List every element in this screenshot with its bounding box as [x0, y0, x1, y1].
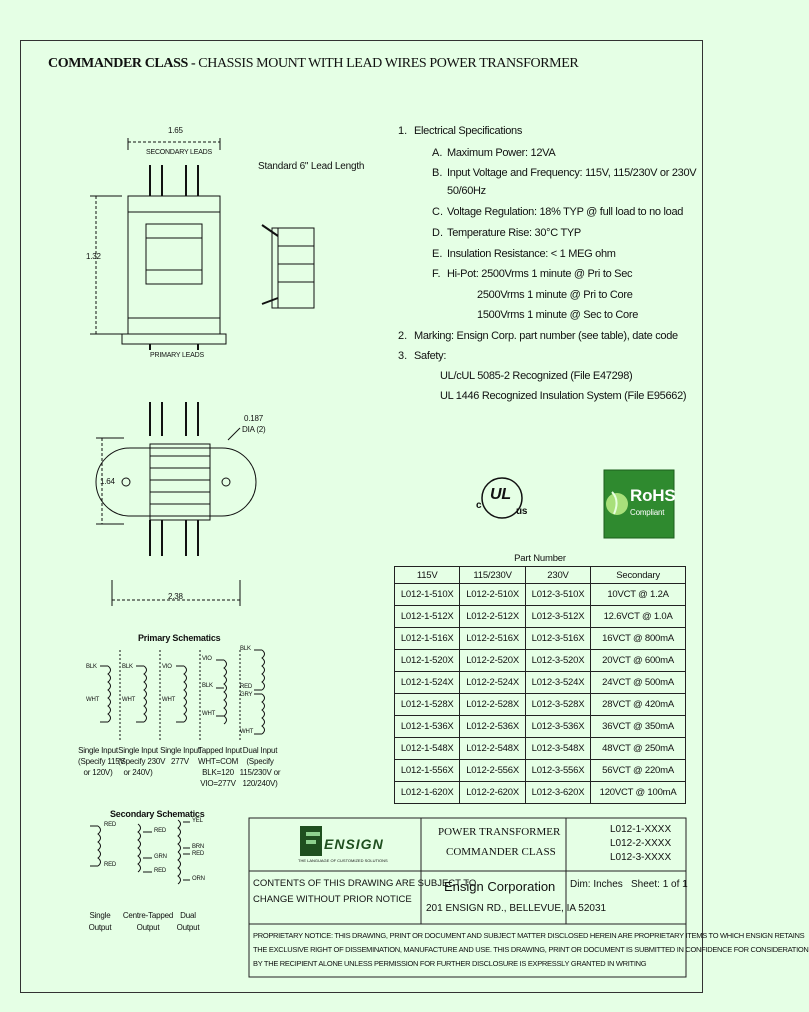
proprietary-notice-2: THE EXCLUSIVE RIGHT OF DISSEMINATION, MANUFACTURE AND USE. THIS DRAWING, PRINT OR DOCUMENT IS SUBMITTED IN CONFIDENCE FOR CONSIDERATION: [253, 945, 809, 954]
caption-line: Single: [89, 911, 111, 920]
table-row: [395, 650, 686, 672]
spec-3-num: 3.: [398, 350, 408, 362]
caption-line: Output: [136, 923, 160, 932]
caption-line: 120/240V): [242, 779, 278, 788]
column-header: 115V: [395, 567, 460, 584]
spec-f-text2: 2500Vrms 1 minute @ Pri to Core: [477, 289, 633, 301]
part-number-table: [394, 550, 686, 804]
wire-label: WHT: [86, 697, 100, 703]
table-cell: 120VCT @ 100mA: [591, 782, 686, 804]
caption-line: Single Input: [118, 746, 158, 755]
caption-line: (Specify 230V: [118, 757, 166, 766]
table-cell: L012-3-524X: [525, 672, 590, 694]
ensign-tagline: THE LANGUAGE OF CUSTOMIZED SOLUTIONS: [298, 858, 388, 863]
primary-schematic-caption: [198, 745, 242, 789]
spec-f-text: Hi-Pot: 2500Vrms 1 minute @ Pri to Sec: [447, 268, 633, 280]
wire-label: RED: [154, 828, 167, 834]
table-cell: L012-2-528X: [460, 694, 525, 716]
spec-d-text: Temperature Rise: 30°C TYP: [447, 227, 581, 239]
table-cell: L012-1-512X: [395, 606, 460, 628]
table-cell: L012-3-548X: [525, 738, 590, 760]
part-number-3: L012-3-XXXX: [610, 852, 672, 863]
primary-schematic-caption: [238, 745, 282, 789]
table-cell: L012-1-510X: [395, 584, 460, 606]
rohs-compliant: Compliant: [630, 508, 665, 517]
caption-line: BLK=120: [202, 768, 234, 777]
spec-1-num: 1.: [398, 125, 408, 137]
caption-line: Output: [88, 923, 112, 932]
table-cell: L012-2-548X: [460, 738, 525, 760]
table-cell: L012-3-556X: [525, 760, 590, 782]
wire-label: WHT: [122, 697, 136, 703]
ul-c-mark: c: [476, 500, 482, 511]
table-cell: L012-1-620X: [395, 782, 460, 804]
spec-c-text: Voltage Regulation: 18% TYP @ full load to no load: [447, 206, 684, 218]
ul-logo: UL: [490, 486, 511, 503]
caption-line: WHT=COM: [198, 757, 239, 766]
primary-schematic-caption: [160, 745, 200, 767]
spec-1-text: Electrical Specifications: [414, 125, 523, 137]
secondary-schematic-caption: [78, 910, 122, 934]
table-cell: 20VCT @ 600mA: [591, 650, 686, 672]
table-cell: 48VCT @ 250mA: [591, 738, 686, 760]
part-number-2: L012-2-XXXX: [610, 838, 672, 849]
primary-leads-label: PRIMARY LEADS: [150, 352, 204, 359]
column-header: 115/230V: [460, 567, 525, 584]
table-row: [395, 738, 686, 760]
table-cell: L012-2-516X: [460, 628, 525, 650]
primary-schematic-caption: [118, 745, 166, 778]
table-cell: L012-3-516X: [525, 628, 590, 650]
dim-height-2: 1.64: [100, 477, 115, 486]
caption-line: Output: [176, 923, 200, 932]
caption-line: (Specify 115V: [78, 757, 125, 766]
table-cell: L012-1-528X: [395, 694, 460, 716]
table-cell: 28VCT @ 420mA: [591, 694, 686, 716]
spec-d-letter: D.: [432, 227, 443, 239]
spec-3-text: Safety:: [414, 350, 447, 362]
spec-2-num: 2.: [398, 330, 408, 342]
table-cell: L012-3-510X: [525, 584, 590, 606]
table-cell: 10VCT @ 1.2A: [591, 584, 686, 606]
wire-label: ORN: [192, 876, 205, 882]
wire-label: BLK: [202, 683, 213, 689]
caption-line: Dual Input: [242, 746, 278, 755]
lead-length-label: Standard 6" Lead Length: [258, 161, 365, 172]
table-cell: L012-3-512X: [525, 606, 590, 628]
table-cell: L012-2-520X: [460, 650, 525, 672]
notice-line-1: CONTENTS OF THIS DRAWING ARE SUBJECT TO: [253, 878, 477, 889]
wire-label: GRN: [154, 854, 167, 860]
ul-recognition-2: UL 1446 Recognized Insulation System (File E95662): [440, 390, 687, 402]
spec-2-text: Marking: Ensign Corp. part number (see table), date code: [414, 330, 678, 342]
product-name-1: POWER TRANSFORMER: [438, 826, 561, 838]
wire-label: BLK: [240, 646, 251, 652]
table-cell: L012-2-620X: [460, 782, 525, 804]
spec-b-text: Input Voltage and Frequency: 115V, 115/230V or 230V: [447, 167, 697, 179]
caption-line: or 120V): [83, 768, 113, 777]
caption-line: 115/230V or: [239, 768, 281, 777]
wire-label: RED: [104, 822, 117, 828]
table-cell: 12.6VCT @ 1.0A: [591, 606, 686, 628]
table-cell: L012-3-528X: [525, 694, 590, 716]
caption-line: Single Input: [78, 746, 118, 755]
wire-label: WHT: [202, 711, 216, 717]
spec-f-text3: 1500Vrms 1 minute @ Sec to Core: [477, 309, 639, 321]
wire-label: RED: [240, 684, 253, 690]
table-cell: L012-1-536X: [395, 716, 460, 738]
caption-line: or 240V): [123, 768, 153, 777]
table-row: [395, 782, 686, 804]
table-cell: L012-3-620X: [525, 782, 590, 804]
table-cell: L012-1-520X: [395, 650, 460, 672]
table-cell: L012-2-524X: [460, 672, 525, 694]
spec-e-text: Insulation Resistance: < 1 MEG ohm: [447, 248, 616, 260]
caption-line: 277V: [171, 757, 189, 766]
table-cell: L012-1-524X: [395, 672, 460, 694]
dim-width-top: 1.65: [168, 126, 183, 135]
wire-label: BRN: [192, 844, 205, 850]
spec-b-text2: 50/60Hz: [447, 185, 486, 197]
wire-label: WHT: [162, 697, 176, 703]
part-number-1: L012-1-XXXX: [610, 824, 672, 835]
table-header: Part Number: [395, 550, 686, 567]
dim-height: 1.32: [86, 252, 101, 261]
proprietary-notice-1: PROPRIETARY NOTICE: THIS DRAWING, PRINT OR DOCUMENT AND SUBJECT MATTER DISCLOSED HEREIN ARE PROPRIETARY ITEMS TO WHICH ENSIGN RETAINS: [253, 931, 805, 940]
column-header: 230V: [525, 567, 590, 584]
hole-dia-label: DIA (2): [242, 425, 266, 434]
secondary-schematic-caption: [168, 910, 208, 934]
wire-label: WHT: [240, 729, 254, 735]
spec-a-letter: A.: [432, 147, 443, 159]
hole-label: 0.187: [244, 414, 264, 423]
spec-e-letter: E.: [432, 248, 443, 260]
table-cell: L012-3-520X: [525, 650, 590, 672]
table-cell: L012-2-512X: [460, 606, 525, 628]
table-cell: 24VCT @ 500mA: [591, 672, 686, 694]
table-cell: 56VCT @ 220mA: [591, 760, 686, 782]
proprietary-notice-3: BY THE RECIPIENT ALONE UNLESS PERMISSION FOR FURTHER DISCLOSURE IS EXPRESSLY GRANTED IN WRITING: [253, 959, 647, 968]
rohs-logo: RoHS: [630, 486, 676, 505]
sheet-number: Sheet: 1 of 1: [631, 879, 688, 890]
company-address: 201 ENSIGN RD., BELLEVUE, IA 52031: [426, 903, 607, 914]
wire-label: VIO: [162, 664, 172, 670]
wire-label: BLK: [86, 664, 97, 670]
product-name-2: COMMANDER CLASS: [446, 846, 556, 858]
table-cell: 16VCT @ 800mA: [591, 628, 686, 650]
ensign-logo: ENSIGN: [324, 836, 384, 852]
wire-label: GRY: [240, 692, 253, 698]
caption-line: VIO=277V: [200, 779, 236, 788]
dim-width-bottom: 2.38: [168, 592, 183, 601]
table-cell: 36VCT @ 350mA: [591, 716, 686, 738]
table-cell: L012-3-536X: [525, 716, 590, 738]
page-title: COMMANDER CLASS - CHASSIS MOUNT WITH LEAD WIRES POWER TRANSFORMER: [48, 56, 579, 71]
column-header: Secondary: [591, 567, 686, 584]
wire-label: YEL: [192, 818, 203, 824]
spec-c-letter: C.: [432, 206, 443, 218]
primary-schematics-title: Primary Schematics: [138, 633, 221, 643]
spec-b-letter: B.: [432, 167, 443, 179]
wire-label: BLK: [122, 664, 133, 670]
spec-a-text: Maximum Power: 12VA: [447, 147, 556, 159]
table-cell: L012-2-536X: [460, 716, 525, 738]
secondary-schematics-title: Secondary Schematics: [110, 809, 205, 819]
caption-line: (Specify: [246, 757, 274, 766]
caption-line: Single Input: [160, 746, 200, 755]
notice-line-2: CHANGE WITHOUT PRIOR NOTICE: [253, 894, 412, 905]
caption-line: Centre-Tapped: [122, 911, 174, 920]
dimension-units: Dim: Inches: [570, 879, 623, 890]
caption-line: Dual: [180, 911, 196, 920]
table-row: [395, 694, 686, 716]
wire-label: RED: [154, 868, 167, 874]
ul-us-mark: us: [516, 506, 528, 517]
table-cell: L012-1-516X: [395, 628, 460, 650]
secondary-leads-label: SECONDARY LEADS: [146, 149, 212, 156]
company-name: Ensign Corporation: [444, 879, 556, 894]
table-row: [395, 672, 686, 694]
table-row: [395, 606, 686, 628]
wire-label: VIO: [202, 656, 212, 662]
primary-schematic-caption: [78, 745, 125, 778]
ul-recognition-1: UL/cUL 5085-2 Recognized (File E47298): [440, 370, 633, 382]
table-row: [395, 628, 686, 650]
caption-line: Tapped Input: [198, 746, 242, 755]
spec-f-letter: F.: [432, 268, 441, 280]
table-row: [395, 584, 686, 606]
table-cell: L012-1-556X: [395, 760, 460, 782]
table-cell: L012-1-548X: [395, 738, 460, 760]
table-row: [395, 716, 686, 738]
wire-label: RED: [104, 862, 117, 868]
table-cell: L012-2-556X: [460, 760, 525, 782]
table-row: [395, 760, 686, 782]
table-cell: L012-2-510X: [460, 584, 525, 606]
wire-label: RED: [192, 851, 205, 857]
